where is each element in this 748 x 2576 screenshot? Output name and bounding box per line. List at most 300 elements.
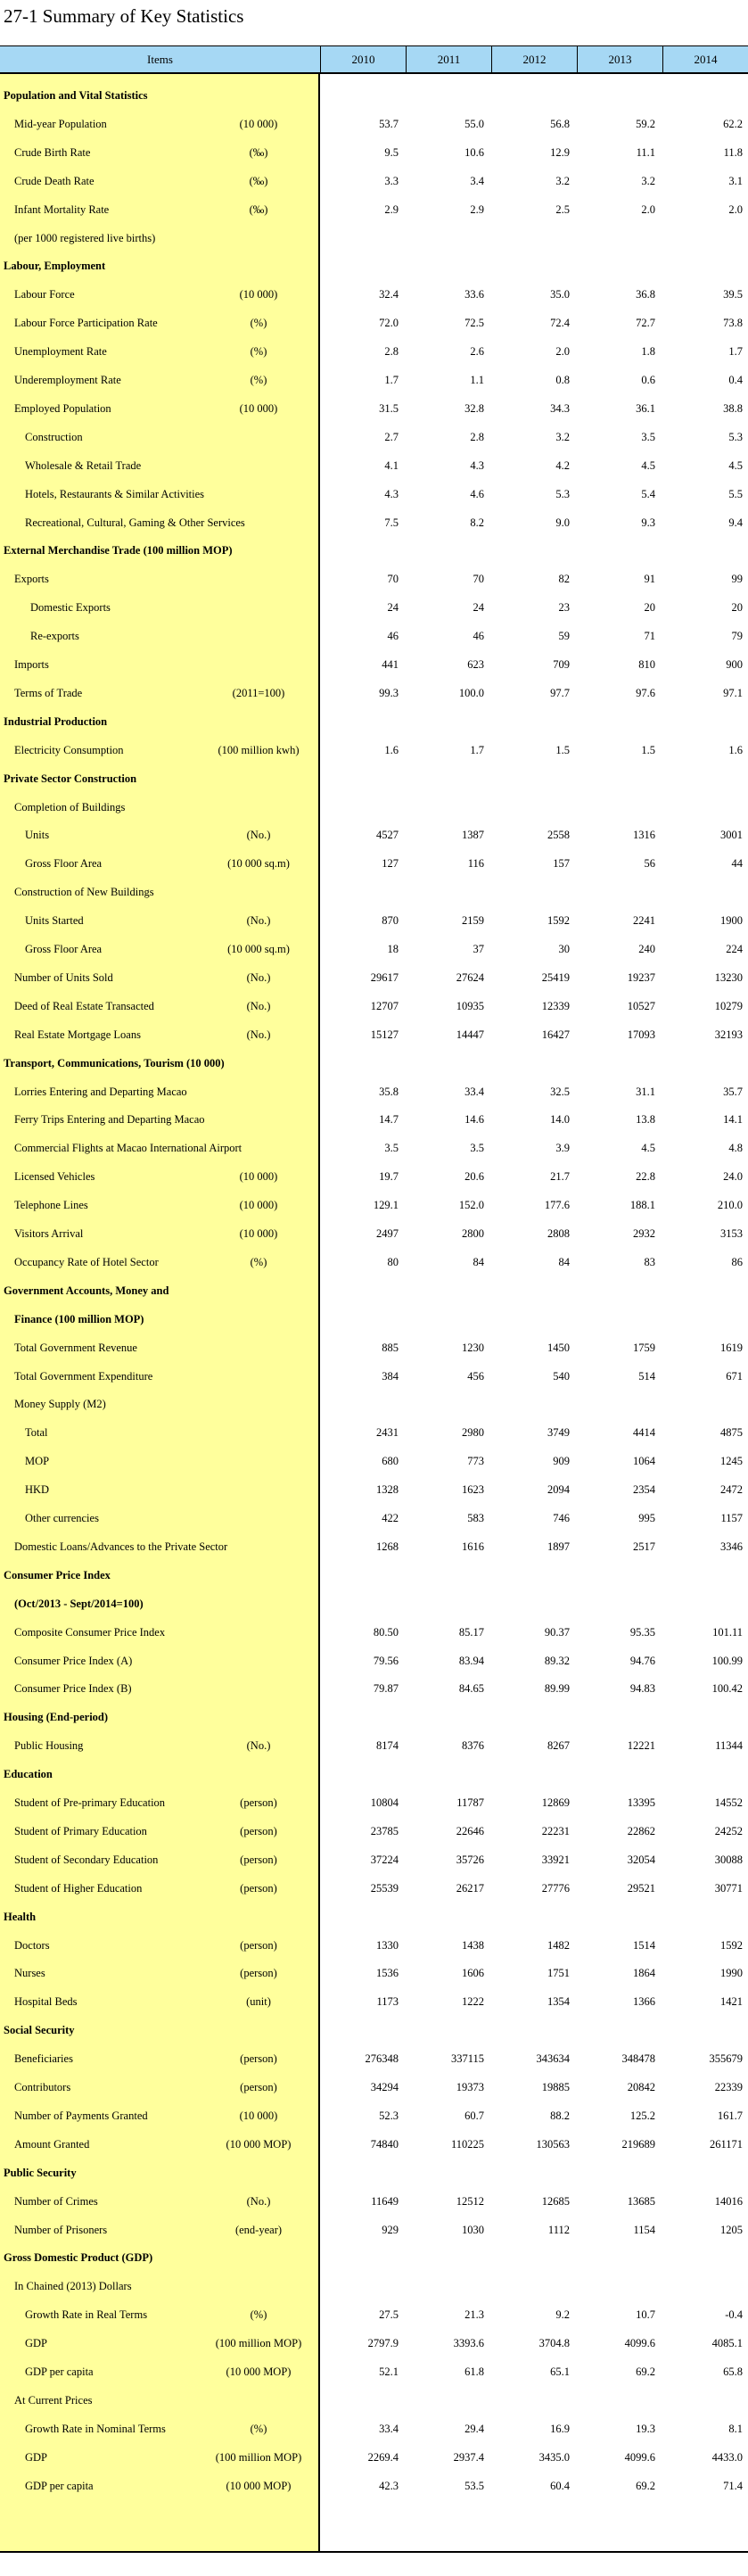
table-row bbox=[0, 1249, 748, 1276]
row-label: Hospital Beds bbox=[14, 1995, 78, 2009]
row-unit: (No.) bbox=[246, 970, 271, 984]
row-label: Labour Force Participation Rate bbox=[14, 317, 158, 330]
table-row bbox=[0, 509, 748, 536]
cell-2011: 14447 bbox=[456, 1028, 484, 1041]
cell-2014: 3346 bbox=[720, 1540, 743, 1553]
table-row bbox=[0, 2301, 748, 2328]
cell-2010: 34294 bbox=[370, 2081, 399, 2093]
cell-2012: 89.32 bbox=[544, 1654, 570, 1667]
table-row bbox=[0, 1732, 748, 1759]
row-unit: (‰) bbox=[249, 202, 268, 216]
table-row bbox=[0, 2444, 748, 2471]
cell-2012: 89.99 bbox=[544, 1682, 570, 1696]
row-label: Private Sector Construction bbox=[4, 772, 137, 785]
row-label: Nurses bbox=[14, 1967, 45, 1980]
cell-2014: 22339 bbox=[714, 2081, 743, 2093]
cell-2013: 4099.6 bbox=[624, 2337, 655, 2350]
cell-2013: 1.8 bbox=[641, 345, 655, 359]
table-row bbox=[0, 1932, 748, 1959]
row-label: Occupancy Rate of Hotel Sector bbox=[14, 1255, 159, 1268]
table-row bbox=[0, 1334, 748, 1361]
row-label: Student of Secondary Education bbox=[14, 1853, 159, 1866]
row-unit: (end-year) bbox=[234, 2223, 283, 2236]
cell-2011: 35726 bbox=[456, 1853, 484, 1866]
cell-2013: 240 bbox=[638, 943, 655, 955]
page-title: 27-1 Summary of Key Statistics bbox=[4, 5, 244, 27]
table-row bbox=[0, 225, 748, 252]
table-row bbox=[0, 1363, 748, 1390]
cell-2014: 1592 bbox=[720, 1938, 743, 1952]
cell-2014: 30088 bbox=[714, 1853, 743, 1866]
cell-2013: 91 bbox=[644, 573, 655, 586]
cell-2010: 99.3 bbox=[379, 686, 399, 699]
cell-2012: 33921 bbox=[541, 1853, 570, 1866]
cell-2011: 583 bbox=[467, 1512, 484, 1524]
row-label: Labour, Employment bbox=[4, 260, 106, 273]
cell-2013: 1.5 bbox=[641, 743, 655, 756]
cell-2011: 22646 bbox=[456, 1824, 484, 1837]
cell-2010: 31.5 bbox=[379, 401, 399, 415]
cell-2011: 337115 bbox=[450, 2052, 484, 2066]
cell-2013: 1759 bbox=[633, 1341, 655, 1354]
cell-2011: 85.17 bbox=[458, 1625, 484, 1639]
row-label: Industrial Production bbox=[4, 714, 108, 728]
row-unit: (No.) bbox=[246, 829, 271, 842]
table-row bbox=[0, 111, 748, 137]
table-row bbox=[0, 1846, 748, 1873]
cell-2013: 95.35 bbox=[629, 1625, 655, 1639]
cell-2010: 32.4 bbox=[379, 288, 399, 301]
cell-2014: 86 bbox=[731, 1255, 743, 1268]
cell-2010: 80.50 bbox=[373, 1625, 399, 1639]
cell-2010: 53.7 bbox=[379, 117, 399, 130]
row-label: Lorries Entering and Departing Macao bbox=[14, 1085, 187, 1098]
row-unit: (person) bbox=[240, 1967, 277, 1980]
table-row bbox=[0, 1960, 748, 1986]
cell-2011: 623 bbox=[467, 658, 484, 671]
row-unit: (%) bbox=[250, 345, 267, 359]
cell-2012: 2808 bbox=[547, 1227, 570, 1240]
cell-2010: 14.7 bbox=[379, 1113, 399, 1127]
cell-2012: 746 bbox=[553, 1512, 570, 1524]
row-unit: (No.) bbox=[246, 999, 271, 1012]
cell-2012: 1.5 bbox=[555, 743, 570, 756]
cell-2014: 4875 bbox=[720, 1426, 743, 1440]
cell-2014: 65.8 bbox=[723, 2365, 743, 2378]
cell-2013: 59.2 bbox=[636, 117, 655, 130]
cell-2011: 1222 bbox=[462, 1995, 484, 2009]
cell-2014: 62.2 bbox=[723, 117, 743, 130]
row-unit: (%) bbox=[250, 1255, 267, 1268]
cell-2013: 56 bbox=[644, 857, 655, 871]
cell-2013: 1064 bbox=[633, 1455, 655, 1468]
cell-2014: 161.7 bbox=[717, 2109, 743, 2122]
section-header-row bbox=[0, 1562, 748, 1589]
cell-2011: 61.8 bbox=[464, 2365, 484, 2378]
row-label: GDP per capita bbox=[25, 2479, 94, 2492]
row-label: Doctors bbox=[14, 1938, 50, 1952]
cell-2014: 101.11 bbox=[712, 1625, 743, 1639]
row-unit: (10 000) bbox=[239, 1170, 278, 1184]
cell-2014: 9.4 bbox=[728, 516, 743, 529]
table-row bbox=[0, 196, 748, 223]
row-label: Gross Floor Area bbox=[25, 943, 103, 955]
cell-2010: 870 bbox=[382, 914, 399, 928]
table-row bbox=[0, 1533, 748, 1560]
row-label: Construction bbox=[25, 430, 83, 443]
cell-2013: 94.76 bbox=[629, 1654, 655, 1667]
cell-2011: 2.6 bbox=[470, 345, 484, 359]
cell-2011: 8.2 bbox=[470, 516, 484, 529]
cell-2014: 1205 bbox=[720, 2223, 743, 2236]
row-label: In Chained (2013) Dollars bbox=[14, 2280, 132, 2293]
cell-2010: 79.56 bbox=[373, 1654, 399, 1667]
table-row bbox=[0, 168, 748, 194]
table-row bbox=[0, 623, 748, 649]
cell-2014: 5.3 bbox=[728, 430, 743, 443]
row-label: (Oct/2013 - Sept/2014=100) bbox=[14, 1597, 144, 1610]
row-label: Money Supply (M2) bbox=[14, 1398, 106, 1411]
cell-2010: 276348 bbox=[365, 2052, 399, 2066]
table-row bbox=[0, 794, 748, 821]
cell-2012: 1482 bbox=[547, 1938, 570, 1952]
cell-2013: 29521 bbox=[627, 1881, 655, 1895]
cell-2014: 24252 bbox=[714, 1824, 743, 1837]
cell-2010: 35.8 bbox=[379, 1085, 399, 1098]
cell-2010: 127 bbox=[382, 857, 399, 871]
cell-2012: 32.5 bbox=[550, 1085, 570, 1098]
cell-2012: 12339 bbox=[541, 999, 570, 1012]
cell-2014: 1.7 bbox=[728, 345, 743, 359]
cell-2012: 2094 bbox=[547, 1483, 570, 1497]
cell-2010: 1173 bbox=[376, 1995, 399, 2009]
cell-2013: 1514 bbox=[633, 1938, 655, 1952]
cell-2014: 0.4 bbox=[728, 374, 743, 386]
row-unit: (unit) bbox=[246, 1995, 271, 2009]
table-row bbox=[0, 2045, 748, 2072]
row-label: At Current Prices bbox=[14, 2393, 93, 2407]
cell-2013: 20842 bbox=[627, 2081, 655, 2093]
cell-2012: 16427 bbox=[541, 1028, 570, 1041]
table-row bbox=[0, 879, 748, 905]
table-row bbox=[0, 737, 748, 764]
row-unit: (person) bbox=[240, 1853, 277, 1866]
cell-2014: 8.1 bbox=[728, 2422, 743, 2435]
cell-2014: 73.8 bbox=[723, 317, 743, 330]
cell-2011: 110225 bbox=[450, 2137, 484, 2151]
row-unit: (10 000) bbox=[239, 1227, 278, 1240]
table-row bbox=[0, 1220, 748, 1247]
cell-2013: 83 bbox=[644, 1255, 655, 1268]
cell-2011: 70 bbox=[473, 573, 484, 586]
row-label: Finance (100 million MOP) bbox=[14, 1312, 144, 1325]
row-label: Recreational, Cultural, Gaming & Other Services bbox=[25, 516, 245, 529]
row-label: Housing (End-period) bbox=[4, 1711, 109, 1724]
table-row bbox=[0, 2415, 748, 2442]
row-label: Total Government Expenditure bbox=[14, 1369, 153, 1383]
cell-2013: 1366 bbox=[633, 1995, 655, 2009]
row-label: Other currencies bbox=[25, 1512, 99, 1524]
header-year-2011: 2011 bbox=[406, 46, 491, 72]
cell-2011: 4.6 bbox=[470, 487, 484, 500]
cell-2011: 3.5 bbox=[470, 1142, 484, 1155]
cell-2010: 46 bbox=[387, 630, 399, 643]
row-unit: (10 000) bbox=[239, 288, 278, 301]
row-unit: (10 000 sq.m) bbox=[227, 857, 290, 871]
table-row bbox=[0, 1619, 748, 1646]
cell-2010: 70 bbox=[387, 573, 399, 586]
cell-2010: 4.1 bbox=[384, 458, 399, 472]
table-row bbox=[0, 936, 748, 962]
cell-2013: 3.5 bbox=[641, 430, 655, 443]
cell-2013: 995 bbox=[638, 1512, 655, 1524]
table-row bbox=[0, 1476, 748, 1503]
section-header-row bbox=[0, 1050, 748, 1077]
cell-2014: 1.6 bbox=[728, 743, 743, 756]
cell-2014: 1619 bbox=[720, 1341, 743, 1354]
row-label: Hotels, Restaurants & Similar Activities bbox=[25, 487, 205, 500]
cell-2013: 12221 bbox=[627, 1739, 655, 1753]
row-unit: (%) bbox=[250, 2308, 267, 2322]
row-label: Gross Floor Area bbox=[25, 857, 103, 871]
cell-2012: 3.2 bbox=[555, 430, 570, 443]
table-row bbox=[0, 907, 748, 934]
cell-2011: 26217 bbox=[456, 1881, 484, 1895]
cell-2011: 33.4 bbox=[464, 1085, 484, 1098]
cell-2013: 72.7 bbox=[636, 317, 655, 330]
row-label: Gross Domestic Product (GDP) bbox=[4, 2251, 153, 2265]
row-label: Social Security bbox=[4, 2024, 75, 2037]
section-header-row bbox=[0, 1903, 748, 1930]
cell-2013: 188.1 bbox=[629, 1199, 655, 1212]
table-row bbox=[0, 1448, 748, 1474]
cell-2014: 11.8 bbox=[723, 145, 743, 159]
table-row bbox=[0, 651, 748, 678]
cell-2011: 152.0 bbox=[458, 1199, 484, 1212]
cell-2013: 810 bbox=[638, 658, 655, 671]
table-row bbox=[0, 1106, 748, 1133]
cell-2010: 3.3 bbox=[384, 174, 399, 187]
row-unit: (10 000 MOP) bbox=[226, 2479, 292, 2492]
cell-2013: 36.8 bbox=[636, 288, 655, 301]
cell-2011: 4.3 bbox=[470, 458, 484, 472]
cell-2011: 83.94 bbox=[458, 1654, 484, 1667]
cell-2010: 74840 bbox=[370, 2137, 399, 2151]
row-label: Labour Force bbox=[14, 288, 75, 301]
header-year-2012: 2012 bbox=[491, 46, 577, 72]
cell-2010: 19.7 bbox=[379, 1170, 399, 1184]
cell-2013: 219689 bbox=[621, 2137, 655, 2151]
cell-2012: 34.3 bbox=[550, 401, 570, 415]
header-year-2013: 2013 bbox=[577, 46, 662, 72]
cell-2014: 4.5 bbox=[728, 458, 743, 472]
cell-2011: 12512 bbox=[456, 2194, 484, 2208]
cell-2011: 2937.4 bbox=[453, 2450, 484, 2464]
cell-2010: 3.5 bbox=[384, 1142, 399, 1155]
cell-2011: 84.65 bbox=[458, 1682, 484, 1696]
cell-2011: 100.0 bbox=[458, 686, 484, 699]
cell-2014: 4085.1 bbox=[711, 2337, 743, 2350]
table-row bbox=[0, 367, 748, 393]
cell-2011: 1387 bbox=[462, 829, 484, 842]
cell-2014: 32193 bbox=[714, 1028, 743, 1041]
cell-2012: 5.3 bbox=[555, 487, 570, 500]
cell-2010: 8174 bbox=[376, 1739, 399, 1753]
cell-2012: 3749 bbox=[547, 1426, 570, 1440]
cell-2014: 5.5 bbox=[728, 487, 743, 500]
row-unit: (10 000 MOP) bbox=[226, 2365, 292, 2378]
row-unit: (person) bbox=[240, 2052, 277, 2066]
row-unit: (10 000) bbox=[239, 117, 278, 130]
cell-2010: 42.3 bbox=[379, 2479, 399, 2492]
cell-2013: 69.2 bbox=[636, 2479, 655, 2492]
cell-2012: 90.37 bbox=[544, 1625, 570, 1639]
cell-2014: 900 bbox=[726, 658, 743, 671]
row-label: Units bbox=[25, 829, 50, 842]
cell-2013: 97.6 bbox=[636, 686, 655, 699]
row-label: Terms of Trade bbox=[14, 686, 83, 699]
cell-2013: 4099.6 bbox=[624, 2450, 655, 2464]
header-year-2010: 2010 bbox=[320, 46, 406, 72]
cell-2011: 53.5 bbox=[464, 2479, 484, 2492]
row-label: Health bbox=[4, 1910, 37, 1923]
cell-2010: 129.1 bbox=[373, 1199, 399, 1212]
section-header-row bbox=[0, 1590, 748, 1617]
cell-2011: 19373 bbox=[456, 2081, 484, 2093]
cell-2011: 2.9 bbox=[470, 202, 484, 216]
table-row bbox=[0, 395, 748, 422]
row-label: Amount Granted bbox=[14, 2137, 90, 2151]
row-label: Unemployment Rate bbox=[14, 345, 107, 359]
table-row bbox=[0, 1988, 748, 2015]
cell-2010: 2431 bbox=[376, 1426, 399, 1440]
cell-2013: 36.1 bbox=[636, 401, 655, 415]
cell-2013: 1864 bbox=[633, 1967, 655, 1980]
row-unit: (No.) bbox=[246, 1028, 271, 1041]
cell-2011: 27624 bbox=[456, 970, 484, 984]
row-unit: (person) bbox=[240, 1881, 277, 1895]
cell-2013: 94.83 bbox=[629, 1682, 655, 1696]
cell-2011: 1230 bbox=[462, 1341, 484, 1354]
table-row bbox=[0, 1647, 748, 1674]
cell-2012: 27776 bbox=[541, 1881, 570, 1895]
cell-2014: 1900 bbox=[720, 914, 743, 928]
cell-2012: 1897 bbox=[547, 1540, 570, 1553]
row-label: Student of Pre-primary Education bbox=[14, 1796, 166, 1809]
cell-2014: 2.0 bbox=[728, 202, 743, 216]
cell-2014: 14552 bbox=[714, 1796, 743, 1809]
cell-2013: 0.6 bbox=[641, 374, 655, 386]
cell-2012: 1354 bbox=[547, 1995, 570, 2009]
cell-2010: 25539 bbox=[370, 1881, 399, 1895]
row-label: Deed of Real Estate Transacted bbox=[14, 999, 154, 1012]
section-header-row bbox=[0, 1761, 748, 1788]
table-row bbox=[0, 310, 748, 336]
cell-2011: 60.7 bbox=[464, 2109, 484, 2122]
row-label: Domestic Exports bbox=[30, 601, 111, 615]
cell-2014: 3.1 bbox=[728, 174, 743, 187]
row-label: Completion of Buildings bbox=[14, 800, 126, 813]
table-row bbox=[0, 1163, 748, 1190]
cell-2011: 2800 bbox=[462, 1227, 484, 1240]
table-row bbox=[0, 1078, 748, 1105]
cell-2012: 72.4 bbox=[550, 317, 570, 330]
table-row bbox=[0, 1419, 748, 1446]
row-label: HKD bbox=[25, 1483, 50, 1497]
cell-2014: 14.1 bbox=[723, 1113, 743, 1127]
row-unit: (‰) bbox=[249, 174, 268, 187]
row-label: Consumer Price Index (B) bbox=[14, 1682, 132, 1696]
cell-2010: 72.0 bbox=[379, 317, 399, 330]
cell-2012: 30 bbox=[558, 943, 570, 955]
cell-2014: 71.4 bbox=[723, 2479, 743, 2492]
cell-2014: 44 bbox=[731, 857, 743, 871]
section-header-row bbox=[0, 1306, 748, 1333]
cell-2014: 355679 bbox=[709, 2052, 743, 2066]
row-label: MOP bbox=[25, 1455, 50, 1468]
cell-2011: 1438 bbox=[462, 1938, 484, 1952]
cell-2010: 441 bbox=[382, 658, 399, 671]
row-label: GDP bbox=[25, 2337, 48, 2350]
row-label: Number of Crimes bbox=[14, 2194, 98, 2208]
cell-2014: 1157 bbox=[720, 1512, 743, 1524]
row-unit: (%) bbox=[250, 2422, 267, 2435]
cell-2012: 56.8 bbox=[550, 117, 570, 130]
section-header-row bbox=[0, 2244, 748, 2271]
cell-2013: 10.7 bbox=[636, 2308, 655, 2322]
section-header-row bbox=[0, 2017, 748, 2043]
cell-2010: 1328 bbox=[376, 1483, 399, 1497]
cell-2012: 25419 bbox=[541, 970, 570, 984]
row-label: Construction of New Buildings bbox=[14, 886, 154, 899]
row-unit: (10 000) bbox=[239, 401, 278, 415]
row-label: Composite Consumer Price Index bbox=[14, 1625, 166, 1639]
row-label: Total Government Revenue bbox=[14, 1341, 137, 1354]
cell-2014: 1421 bbox=[720, 1995, 743, 2009]
table-row bbox=[0, 1192, 748, 1218]
cell-2010: 1.7 bbox=[384, 374, 399, 386]
row-label: Crude Birth Rate bbox=[14, 145, 91, 159]
row-label: Student of Higher Education bbox=[14, 1881, 143, 1895]
cell-2011: 116 bbox=[467, 857, 484, 871]
cell-2012: 1751 bbox=[547, 1967, 570, 1980]
cell-2014: 11344 bbox=[715, 1739, 743, 1753]
cell-2012: 157 bbox=[553, 857, 570, 871]
cell-2013: 2932 bbox=[633, 1227, 655, 1240]
cell-2010: 52.3 bbox=[379, 2109, 399, 2122]
table-row bbox=[0, 964, 748, 991]
cell-2014: 30771 bbox=[714, 1881, 743, 1895]
cell-2010: 29617 bbox=[370, 970, 399, 984]
cell-2013: 514 bbox=[638, 1369, 655, 1383]
row-unit: (No.) bbox=[246, 2194, 271, 2208]
row-label: Public Housing bbox=[14, 1739, 84, 1753]
cell-2012: 60.4 bbox=[550, 2479, 570, 2492]
cell-2012: 177.6 bbox=[544, 1199, 570, 1212]
row-label: Education bbox=[4, 1768, 53, 1781]
cell-2012: 22231 bbox=[541, 1824, 570, 1837]
cell-2013: 22862 bbox=[627, 1824, 655, 1837]
row-unit: (%) bbox=[250, 317, 267, 330]
row-label: Employed Population bbox=[14, 401, 111, 415]
cell-2013: 22.8 bbox=[636, 1170, 655, 1184]
cell-2012: 3704.8 bbox=[538, 2337, 570, 2350]
cell-2010: 15127 bbox=[370, 1028, 399, 1041]
cell-2010: 2.8 bbox=[384, 345, 399, 359]
table-row bbox=[0, 139, 748, 166]
cell-2012: 59 bbox=[558, 630, 570, 643]
cell-2013: 71 bbox=[644, 630, 655, 643]
